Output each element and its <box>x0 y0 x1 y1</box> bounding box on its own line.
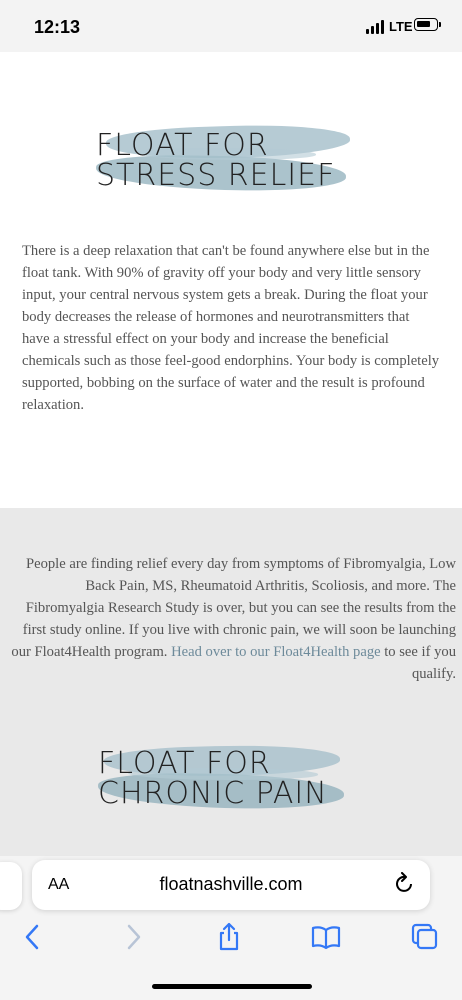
stress-relief-heading <box>96 122 366 198</box>
forward-icon[interactable] <box>118 922 148 952</box>
battery-icon <box>414 18 438 31</box>
status-time: 12:13 <box>34 17 81 37</box>
reader-options-button[interactable]: AA <box>48 876 70 893</box>
chronic-pain-heading <box>98 740 368 816</box>
network-type: LTE <box>389 19 413 34</box>
back-icon[interactable] <box>18 922 48 952</box>
home-indicator <box>152 984 312 989</box>
heading-line-2: STRESS RELIEF <box>96 158 336 193</box>
heading-line-1: FLOAT FOR <box>96 128 269 163</box>
cellular-signal-icon <box>366 20 386 34</box>
reload-icon[interactable] <box>394 872 416 896</box>
chronic-pain-paragraph <box>8 553 456 685</box>
stress-relief-paragraph: There is a deep relaxation that can't be found anywhere else but in the float tank. With 90% of gravity off your body and very little sensory input, your central nervous system gets a break. During the float your body decreases the release of hormones and neurotransmitters that have a stressful effect on your body and increase the beneficial chemicals such as those feel-good endorphins. Your body is completely supported, bobbing on the surface of water and the result is profound relaxation. <box>22 243 440 413</box>
status-bar <box>0 0 462 52</box>
float4health-link[interactable]: Head over to our Float4Health page <box>171 644 381 660</box>
heading-line-2: CHRONIC PAIN <box>98 776 328 811</box>
url-display[interactable]: floatnashville.com <box>159 874 303 894</box>
heading-line-1: FLOAT FOR <box>98 746 271 781</box>
chronic-pain-text-end: to see if you qualify. <box>380 644 456 682</box>
chronic-pain-text-start: People are finding relief every day from symptoms of Fibromyalgia, Low Back Pain, MS, Rheumatoid Arthritis, Scoliosis, and more. The Fibromyalgia Research Study is over, but you can see the results from the first study online. If you live with chronic pain, we will soon be launching our Float4Health program. <box>11 556 456 660</box>
share-icon[interactable] <box>214 922 244 952</box>
previous-tab-card[interactable] <box>0 862 22 910</box>
tabs-icon[interactable] <box>410 922 440 952</box>
bookmarks-icon[interactable] <box>311 922 341 952</box>
